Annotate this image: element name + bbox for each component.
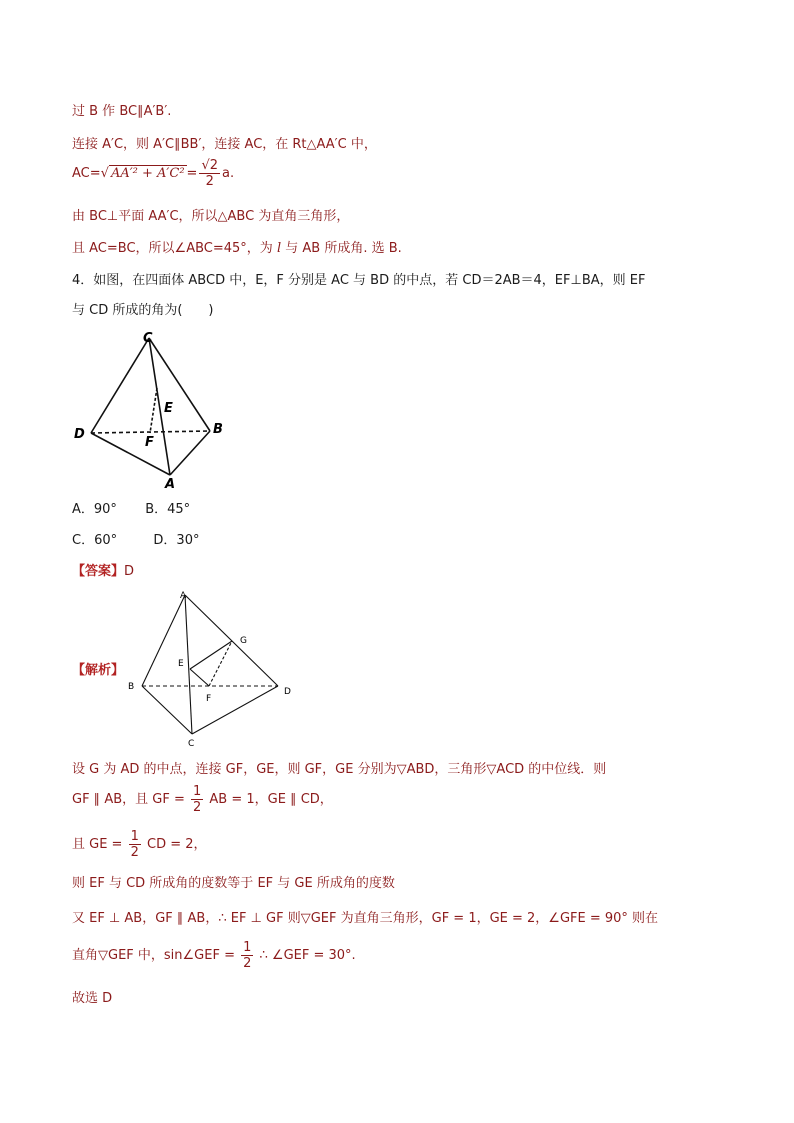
options-row-1 (72, 498, 190, 517)
answer-value: D (124, 564, 135, 579)
vertex-c-label: C (143, 331, 153, 346)
point-e-label: E (164, 401, 173, 416)
prev-solution-line-3 (72, 158, 234, 189)
question-line-2: 与 CD 所成的角为( ) (72, 303, 214, 318)
analysis-line-6 (72, 940, 356, 971)
analysis-line-7: 故选 D (72, 991, 113, 1006)
analysis-tag: 【解析】 (72, 663, 125, 678)
analysis-line-3 (72, 829, 207, 860)
fig2-e-label: E (178, 659, 184, 669)
gf-text-pre: GF ∥ AB，且 GF = (72, 792, 185, 807)
prev-solution-line-2: 连接 A′C，则 A′C∥BB′，连接 AC，在 Rt△AA′C 中， (72, 137, 377, 152)
option-c: C．60° (72, 533, 118, 548)
vertex-d-label: D (74, 427, 85, 442)
analysis-line-4: 则 EF 与 CD 所成角的度数等于 EF 与 GE 所成角的度数 (72, 876, 395, 891)
fig2-g-label: G (240, 636, 247, 646)
options-row-2 (72, 529, 199, 548)
ge-text-post: CD = 2， (147, 837, 207, 852)
prev-solution-line-5 (72, 237, 402, 256)
vertex-b-label: B (213, 422, 223, 437)
sin-text-pre: 直角▽GEF 中，sin∠GEF = (72, 948, 235, 963)
prev-solution-line-4: 由 BC⊥平面 AA′C，所以△ABC 为直角三角形， (72, 209, 350, 224)
fraction-half-3: $\frac{1}{2}$ (243, 940, 252, 971)
ge-text-pre: 且 GE = (72, 837, 123, 852)
sin-text-post: ∴ ∠GEF = 30°. (259, 948, 356, 963)
analysis-line (72, 659, 124, 678)
fig2-b-label: B (128, 682, 135, 692)
sqrt-expression: √ AA′² + A′C² (100, 166, 185, 181)
option-d: D．30° (153, 533, 200, 548)
equals-sign: = (186, 166, 198, 181)
option-b: B．45° (145, 502, 191, 517)
vertex-a-label: A (165, 477, 176, 492)
a-unit: a. (222, 166, 235, 181)
option-a: A．90° (72, 502, 117, 517)
fig2-a-label: A (180, 591, 187, 601)
fig2-d-label: D (284, 687, 291, 697)
fig2-c-label: C (188, 739, 195, 749)
analysis-line-5: 又 EF ⊥ AB，GF ∥ AB，∴ EF ⊥ GF 则▽GEF 为直角三角形，GF = 1，GE = 2，∠GFE = 90° 则在 (72, 911, 659, 926)
line5-text-post: 与 AB 所成角. 选 B. (285, 241, 402, 256)
answer-line (72, 560, 134, 579)
line5-text-pre: 且 AC=BC，所以∠ABC=45°，为 (72, 241, 273, 256)
ac-label: AC= (72, 166, 101, 181)
point-f-label: F (145, 435, 154, 450)
tetrahedron-figure (70, 325, 240, 495)
answer-tag: 【答案】 (72, 564, 125, 579)
analysis-line-2 (72, 784, 333, 815)
fig2-f-label: F (206, 694, 212, 704)
gf-text-post: AB = 1，GE ∥ CD， (209, 792, 333, 807)
fraction-half-2: $\frac{1}{2}$ (130, 829, 139, 860)
line-l-symbol: l (276, 241, 282, 256)
question-line-1: 4．如图，在四面体 ABCD 中，E，F 分别是 AC 与 BD 的中点，若 CD＝2AB＝4，EF⊥BA，则 EF (72, 273, 646, 288)
fraction-sqrt2-over-2: $\frac{√2}{2}$ (201, 158, 219, 189)
prev-solution-line-1: 过 B 作 BC∥A′B′. (72, 104, 172, 119)
analysis-figure (120, 585, 300, 755)
analysis-line-1: 设 G 为 AD 的中点，连接 GF，GE，则 GF，GE 分别为▽ABD，三角形▽ACD 的中位线．则 (72, 762, 607, 777)
fraction-half-1: $\frac{1}{2}$ (192, 784, 202, 815)
